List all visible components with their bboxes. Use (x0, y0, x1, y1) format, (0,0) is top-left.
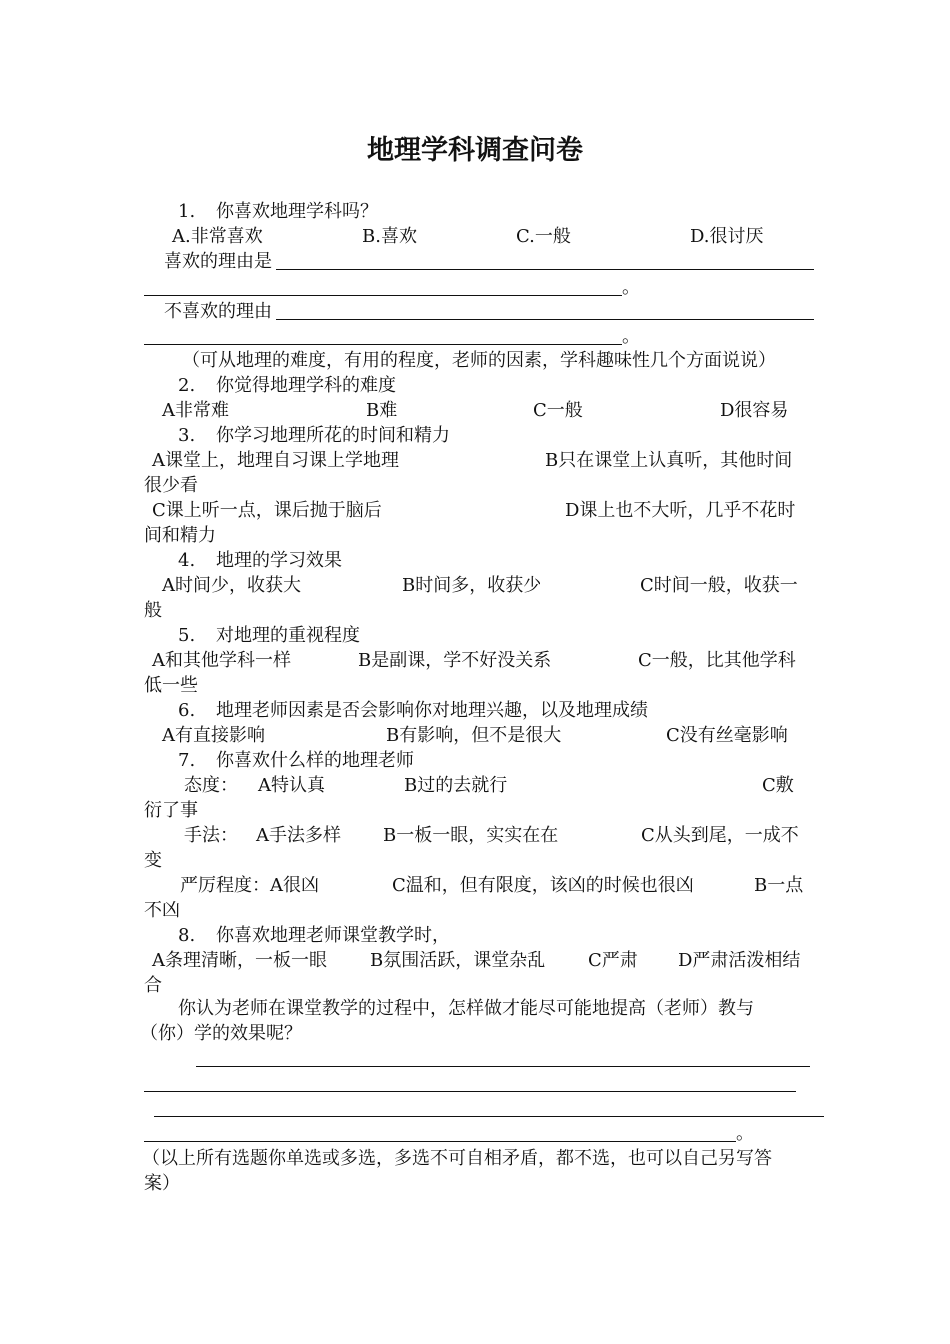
q1-dislike-reason-end: 。 (622, 326, 640, 347)
q2-option-b[interactable]: B难 (366, 400, 398, 421)
q1-option-d[interactable]: D.很讨厌 (690, 226, 764, 247)
q3-option-d[interactable]: D课上也不大听，几乎不花时 (565, 500, 796, 521)
q6-option-c[interactable]: C没有丝毫影响 (666, 725, 788, 746)
q1-hint: （可从地理的难度，有用的程度，老师的因素，学科趣味性几个方面说说） (182, 350, 776, 371)
q4-option-c-cont: 般 (144, 600, 162, 621)
q7-question: 你喜欢什么样的地理老师 (216, 750, 414, 771)
q6-question: 地理老师因素是否会影响你对地理兴趣，以及地理成绩 (216, 700, 648, 721)
q5-question: 对地理的重视程度 (216, 625, 360, 646)
open-question-line-1: 你认为老师在课堂教学的过程中，怎样做才能尽可能地提高（老师）教与 (178, 998, 754, 1019)
q2-number: 2. (178, 375, 196, 396)
q7-method-option-a[interactable]: A手法多样 (256, 825, 341, 846)
q5-option-c[interactable]: C一般，比其他学科 (638, 650, 796, 671)
q7-attitude-option-c[interactable]: C敷 (762, 775, 794, 796)
q1-option-b[interactable]: B.喜欢 (362, 226, 417, 247)
open-answer-end: 。 (736, 1123, 754, 1144)
q3-option-c[interactable]: C课上听一点，课后抛于脑后 (152, 500, 382, 521)
q7-method-label: 手法： (184, 825, 238, 846)
q8-option-d-cont: 合 (144, 975, 162, 996)
q3-option-b-cont: 很少看 (144, 475, 198, 496)
q4-question: 地理的学习效果 (216, 550, 342, 571)
page-title: 地理学科调查问卷 (367, 135, 583, 166)
q8-option-c[interactable]: C严肃 (588, 950, 638, 971)
open-answer-blank-3[interactable] (154, 1116, 824, 1117)
q7-method-option-c[interactable]: C从头到尾，一成不 (641, 825, 799, 846)
q7-attitude-option-a[interactable]: A特认真 (258, 775, 325, 796)
q5-option-c-cont: 低一些 (144, 675, 198, 696)
q7-strictness-label: 严厉程度： (180, 875, 270, 896)
q1-option-a[interactable]: A.非常喜欢 (172, 226, 263, 247)
q1-number: 1. (178, 201, 196, 222)
q8-question: 你喜欢地理老师课堂教学时， (216, 925, 450, 946)
q4-number: 4. (178, 550, 196, 571)
open-answer-blank-2[interactable] (144, 1091, 796, 1092)
q7-attitude-option-c-cont: 衍了事 (144, 800, 198, 821)
q5-option-b[interactable]: B是副课，学不好没关系 (358, 650, 552, 671)
q7-strictness-option-c[interactable]: C温和，但有限度，该凶的时候也很凶 (392, 875, 694, 896)
q2-option-a[interactable]: A非常难 (162, 400, 229, 421)
q7-method-option-c-cont: 变 (144, 850, 162, 871)
footer-note-line-2: 案） (144, 1173, 180, 1194)
q1-dislike-reason-blank-1[interactable] (276, 319, 814, 320)
q5-number: 5. (178, 625, 196, 646)
q6-number: 6. (178, 700, 196, 721)
q3-question: 你学习地理所花的时间和精力 (216, 425, 450, 446)
q3-option-b[interactable]: B只在课堂上认真听，其他时间 (545, 450, 793, 471)
q2-question: 你觉得地理学科的难度 (216, 375, 396, 396)
q7-strictness-option-a[interactable]: A很凶 (270, 875, 319, 896)
q8-option-a[interactable]: A条理清晰，一板一眼 (152, 950, 327, 971)
q3-number: 3. (178, 425, 196, 446)
open-question-line-2: （你）学的效果呢？ (140, 1023, 302, 1044)
q4-option-b[interactable]: B时间多，收获少 (402, 575, 542, 596)
q6-option-a[interactable]: A有直接影响 (162, 725, 265, 746)
q1-question: 你喜欢地理学科吗？ (216, 201, 378, 222)
q8-option-b[interactable]: B氛围活跃，课堂杂乱 (370, 950, 546, 971)
q5-option-a[interactable]: A和其他学科一样 (152, 650, 291, 671)
q7-strictness-option-b[interactable]: B一点 (754, 875, 804, 896)
q1-dislike-reason-blank-2[interactable] (144, 344, 622, 345)
q4-option-a[interactable]: A时间少，收获大 (162, 575, 301, 596)
q6-option-b[interactable]: B有影响，但不是很大 (386, 725, 562, 746)
q7-attitude-option-b[interactable]: B过的去就行 (404, 775, 508, 796)
q8-option-d[interactable]: D严肃活泼相结 (678, 950, 801, 971)
open-answer-blank-1[interactable] (196, 1066, 810, 1067)
q8-number: 8. (178, 925, 196, 946)
q7-attitude-label: 态度： (184, 775, 238, 796)
q1-like-reason-label: 喜欢的理由是 (164, 251, 272, 272)
q7-number: 7. (178, 750, 196, 771)
q2-option-d[interactable]: D很容易 (720, 400, 789, 421)
q7-method-option-b[interactable]: B一板一眼，实实在在 (383, 825, 559, 846)
q3-option-a[interactable]: A课堂上，地理自习课上学地理 (152, 450, 399, 471)
q1-like-reason-blank-1[interactable] (276, 269, 814, 270)
q1-like-reason-end: 。 (622, 277, 640, 298)
q7-strictness-option-b-cont: 不凶 (144, 900, 180, 921)
q2-option-c[interactable]: C一般 (533, 400, 583, 421)
q3-option-d-cont: 间和精力 (144, 525, 216, 546)
q1-like-reason-blank-2[interactable] (144, 295, 622, 296)
q1-option-c[interactable]: C.一般 (516, 226, 571, 247)
footer-note-line-1: （以上所有选题你单选或多选，多选不可自相矛盾，都不选，也可以自己另写答 (142, 1148, 772, 1169)
q1-dislike-reason-label: 不喜欢的理由 (164, 301, 272, 322)
q4-option-c[interactable]: C时间一般，收获一 (640, 575, 798, 596)
open-answer-blank-4[interactable] (144, 1141, 736, 1142)
